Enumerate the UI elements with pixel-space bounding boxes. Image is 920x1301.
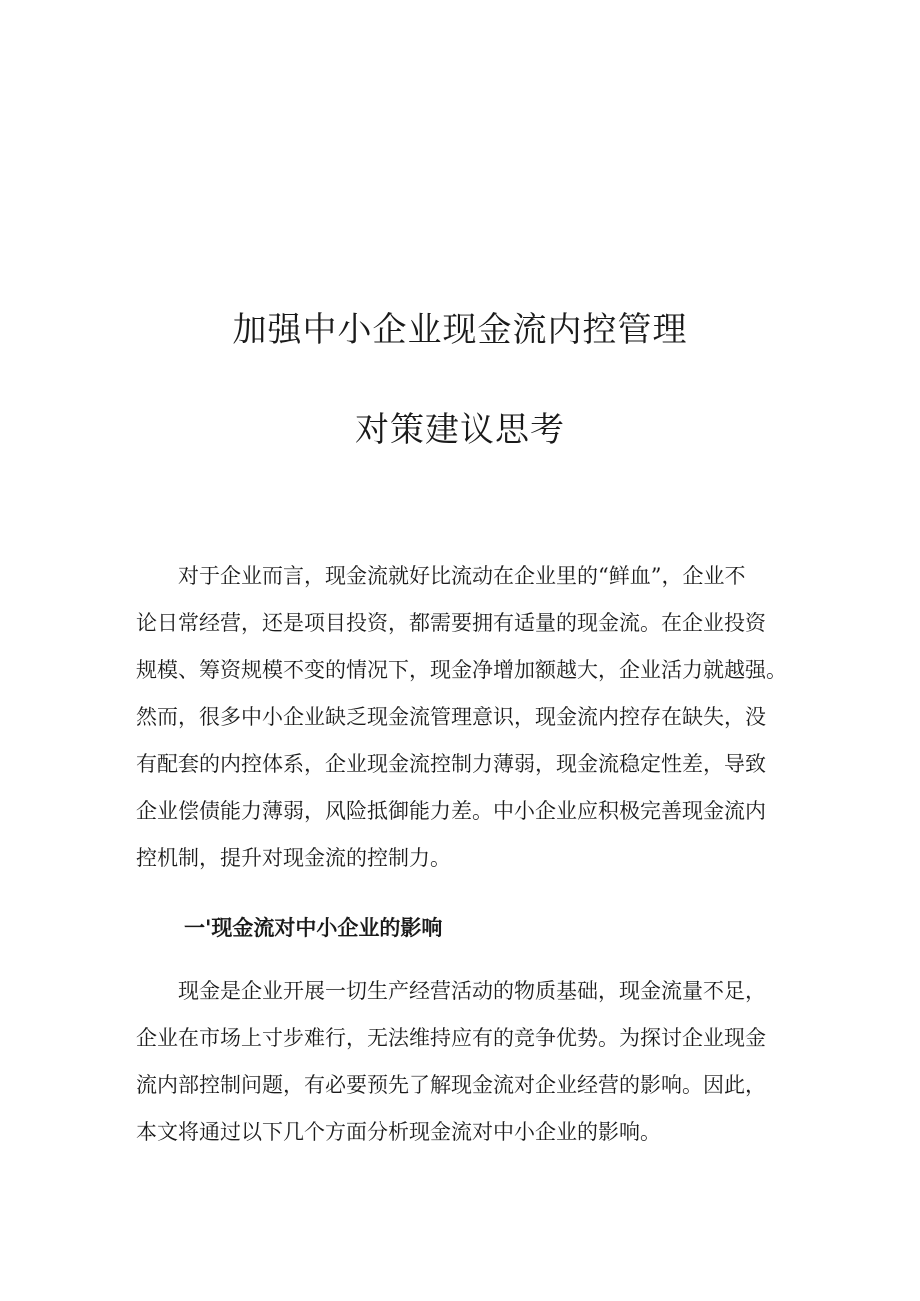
paragraph-line: 企业在市场上寸步难行，无法维持应有的竞争优势。为探讨企业现金 bbox=[136, 1026, 766, 1050]
paragraph-line: 然而，很多中小企业缺乏现金流管理意识，现金流内控存在缺失，没 bbox=[136, 705, 766, 729]
document-title-line-1: 加强中小企业现金流内控管理 bbox=[232, 310, 688, 350]
paragraph-line: 对于企业而言，现金流就好比流动在企业里的“鲜血”，企业不 bbox=[136, 564, 746, 588]
intro-paragraph bbox=[136, 553, 786, 882]
section-heading-1: 一'现金流对中小企业的影响 bbox=[184, 915, 443, 940]
paragraph-line: 控机制，提升对现金流的控制力。 bbox=[136, 846, 451, 870]
paragraph-line: 企业偿债能力薄弱，风险抵御能力差。中小企业应积极完善现金流内 bbox=[136, 799, 766, 823]
paragraph-line: 现金是企业开展一切生产经营活动的物质基础，现金流量不足， bbox=[136, 979, 766, 1003]
paragraph-line: 规模、筹资规模不变的情况下，现金净增加额越大，企业活力就越强。 bbox=[136, 658, 787, 682]
paragraph-line: 流内部控制问题，有必要预先了解现金流对企业经营的影响。因此， bbox=[136, 1073, 766, 1097]
document-title-line-2: 对策建议思考 bbox=[355, 410, 565, 450]
paragraph-line: 有配套的内控体系，企业现金流控制力薄弱，现金流稳定性差，导致 bbox=[136, 752, 766, 776]
paragraph-line: 本文将通过以下几个方面分析现金流对中小企业的影响。 bbox=[136, 1120, 661, 1144]
section1-paragraph bbox=[136, 968, 786, 1156]
paragraph-line: 论日常经营，还是项目投资，都需要拥有适量的现金流。在企业投资 bbox=[136, 611, 766, 635]
